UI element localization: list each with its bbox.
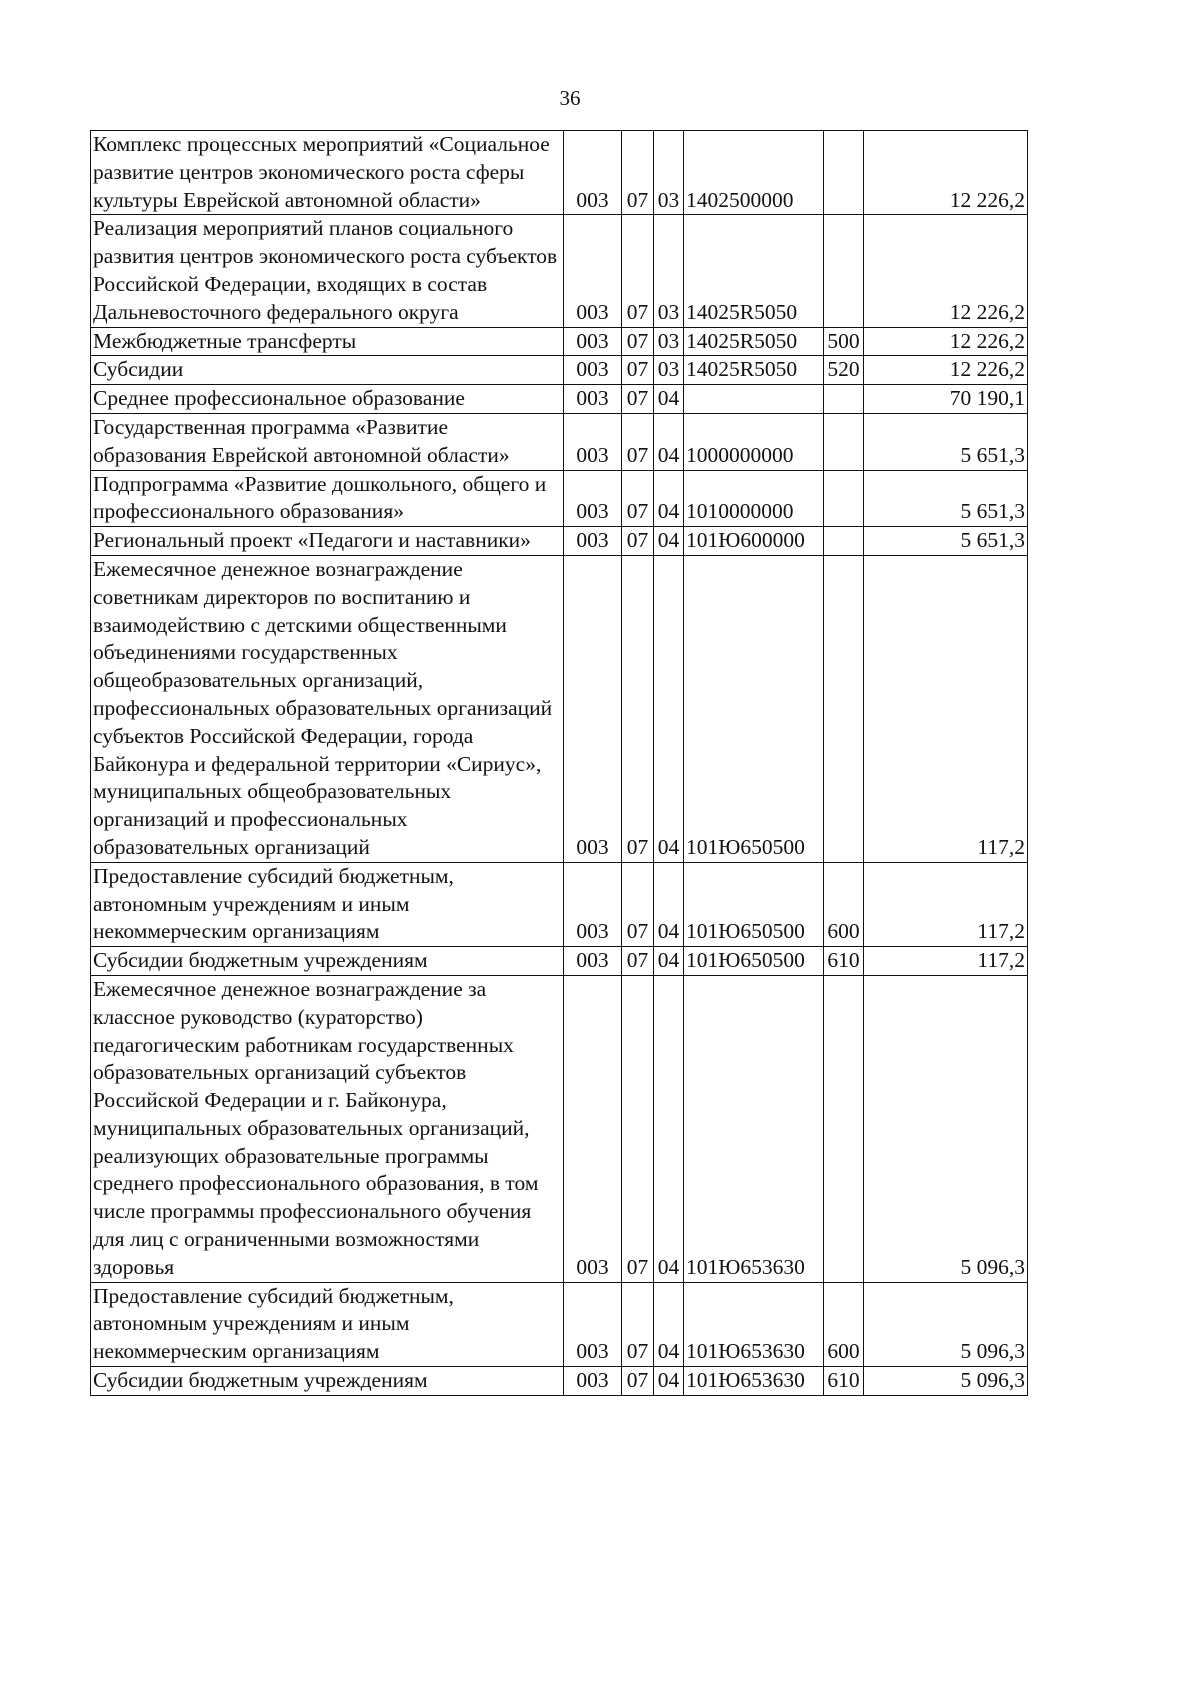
amount: 70 190,1	[864, 385, 1028, 414]
expense-type-code	[824, 131, 864, 215]
expense-type-code	[824, 555, 864, 862]
target-article-code: 1010000000	[684, 470, 824, 527]
target-article-code: 101Ю650500	[684, 555, 824, 862]
row-name: Реализация мероприятий планов социального развития центров экономического роста субъектов Российской Федерации, входящих в состав Дальневосточного федерального округа	[91, 215, 564, 327]
expense-type-code: 600	[824, 1282, 864, 1366]
amount: 5 096,3	[864, 1367, 1028, 1396]
table-row	[91, 555, 1028, 862]
target-article-code: 14025R5050	[684, 215, 824, 327]
expense-type-code	[824, 975, 864, 1282]
target-article-code	[684, 385, 824, 414]
department-code: 003	[564, 215, 622, 327]
table-row	[91, 1282, 1028, 1366]
amount: 5 651,3	[864, 527, 1028, 556]
department-code: 003	[564, 555, 622, 862]
table-row	[91, 413, 1028, 470]
row-name: Региональный проект «Педагоги и наставники»	[91, 527, 564, 556]
amount: 5 651,3	[864, 413, 1028, 470]
row-name: Субсидии бюджетным учреждениям	[91, 947, 564, 976]
subsection-code: 04	[654, 413, 684, 470]
expense-type-code	[824, 413, 864, 470]
subsection-code: 04	[654, 470, 684, 527]
amount: 5 651,3	[864, 470, 1028, 527]
amount: 117,2	[864, 555, 1028, 862]
target-article-code: 101Ю650500	[684, 862, 824, 946]
table-row	[91, 327, 1028, 356]
department-code: 003	[564, 131, 622, 215]
amount: 12 226,2	[864, 131, 1028, 215]
subsection-code: 04	[654, 527, 684, 556]
department-code: 003	[564, 947, 622, 976]
subsection-code: 03	[654, 215, 684, 327]
subsection-code: 04	[654, 385, 684, 414]
subsection-code: 04	[654, 1367, 684, 1396]
target-article-code: 14025R5050	[684, 356, 824, 385]
department-code: 003	[564, 527, 622, 556]
amount: 12 226,2	[864, 215, 1028, 327]
row-name: Подпрограмма «Развитие дошкольного, общего и профессионального образования»	[91, 470, 564, 527]
amount: 12 226,2	[864, 356, 1028, 385]
section-code: 07	[622, 385, 654, 414]
table-row	[91, 975, 1028, 1282]
row-name: Ежемесячное денежное вознаграждение за классное руководство (кураторство) педагогическим работникам государственных образовательных организаций субъектов Российской Федерации и г. Байконура, муниципальных образовательных организаций, реализующих образовательные программы среднего профессионального образования, в том числе программы профессионального обучения для лиц с ограниченными возможностями здоровья	[91, 975, 564, 1282]
section-code: 07	[622, 470, 654, 527]
expense-type-code: 610	[824, 1367, 864, 1396]
section-code: 07	[622, 131, 654, 215]
table-row	[91, 1367, 1028, 1396]
budget-table-body	[91, 131, 1028, 1396]
row-name: Субсидии бюджетным учреждениям	[91, 1367, 564, 1396]
department-code: 003	[564, 862, 622, 946]
row-name: Ежемесячное денежное вознаграждение советникам директоров по воспитанию и взаимодействию с детскими общественными объединениями государственных общеобразовательных организаций, профессиональных образовательных организаций субъектов Российской Федерации, города Байконура и федеральной территории «Сириус», муниципальных общеобразовательных организаций и профессиональных образовательных организаций	[91, 555, 564, 862]
department-code: 003	[564, 975, 622, 1282]
expense-type-code: 500	[824, 327, 864, 356]
amount: 5 096,3	[864, 975, 1028, 1282]
section-code: 07	[622, 215, 654, 327]
amount: 5 096,3	[864, 1282, 1028, 1366]
page-number: 36	[559, 86, 581, 110]
row-name: Предоставление субсидий бюджетным, автономным учреждениям и иным некоммерческим организациям	[91, 862, 564, 946]
department-code: 003	[564, 1367, 622, 1396]
department-code: 003	[564, 470, 622, 527]
target-article-code: 101Ю653630	[684, 1367, 824, 1396]
table-row	[91, 385, 1028, 414]
department-code: 003	[564, 413, 622, 470]
section-code: 07	[622, 555, 654, 862]
budget-table	[90, 130, 1028, 1396]
amount: 117,2	[864, 947, 1028, 976]
table-row	[91, 947, 1028, 976]
table-row	[91, 527, 1028, 556]
section-code: 07	[622, 413, 654, 470]
target-article-code: 1402500000	[684, 131, 824, 215]
expense-type-code: 610	[824, 947, 864, 976]
target-article-code: 14025R5050	[684, 327, 824, 356]
target-article-code: 101Ю650500	[684, 947, 824, 976]
subsection-code: 04	[654, 862, 684, 946]
department-code: 003	[564, 356, 622, 385]
table-row	[91, 215, 1028, 327]
section-code: 07	[622, 327, 654, 356]
section-code: 07	[622, 862, 654, 946]
row-name: Государственная программа «Развитие образования Еврейской автономной области»	[91, 413, 564, 470]
subsection-code: 04	[654, 975, 684, 1282]
subsection-code: 03	[654, 356, 684, 385]
department-code: 003	[564, 327, 622, 356]
department-code: 003	[564, 1282, 622, 1366]
subsection-code: 04	[654, 1282, 684, 1366]
section-code: 07	[622, 947, 654, 976]
expense-type-code: 600	[824, 862, 864, 946]
table-row	[91, 862, 1028, 946]
row-name: Предоставление субсидий бюджетным, автономным учреждениям и иным некоммерческим организациям	[91, 1282, 564, 1366]
subsection-code: 03	[654, 131, 684, 215]
expense-type-code: 520	[824, 356, 864, 385]
expense-type-code	[824, 527, 864, 556]
subsection-code: 03	[654, 327, 684, 356]
section-code: 07	[622, 1367, 654, 1396]
row-name: Субсидии	[91, 356, 564, 385]
row-name: Среднее профессиональное образование	[91, 385, 564, 414]
row-name: Межбюджетные трансферты	[91, 327, 564, 356]
amount: 12 226,2	[864, 327, 1028, 356]
target-article-code: 101Ю600000	[684, 527, 824, 556]
expense-type-code	[824, 470, 864, 527]
target-article-code: 1000000000	[684, 413, 824, 470]
target-article-code: 101Ю653630	[684, 975, 824, 1282]
row-name: Комплекс процессных мероприятий «Социальное развитие центров экономического роста сферы культуры Еврейской автономной области»	[91, 131, 564, 215]
table-row	[91, 356, 1028, 385]
table-row	[91, 470, 1028, 527]
department-code: 003	[564, 385, 622, 414]
section-code: 07	[622, 356, 654, 385]
section-code: 07	[622, 975, 654, 1282]
target-article-code: 101Ю653630	[684, 1282, 824, 1366]
expense-type-code	[824, 215, 864, 327]
subsection-code: 04	[654, 947, 684, 976]
expense-type-code	[824, 385, 864, 414]
section-code: 07	[622, 527, 654, 556]
amount: 117,2	[864, 862, 1028, 946]
section-code: 07	[622, 1282, 654, 1366]
table-row	[91, 131, 1028, 215]
subsection-code: 04	[654, 555, 684, 862]
